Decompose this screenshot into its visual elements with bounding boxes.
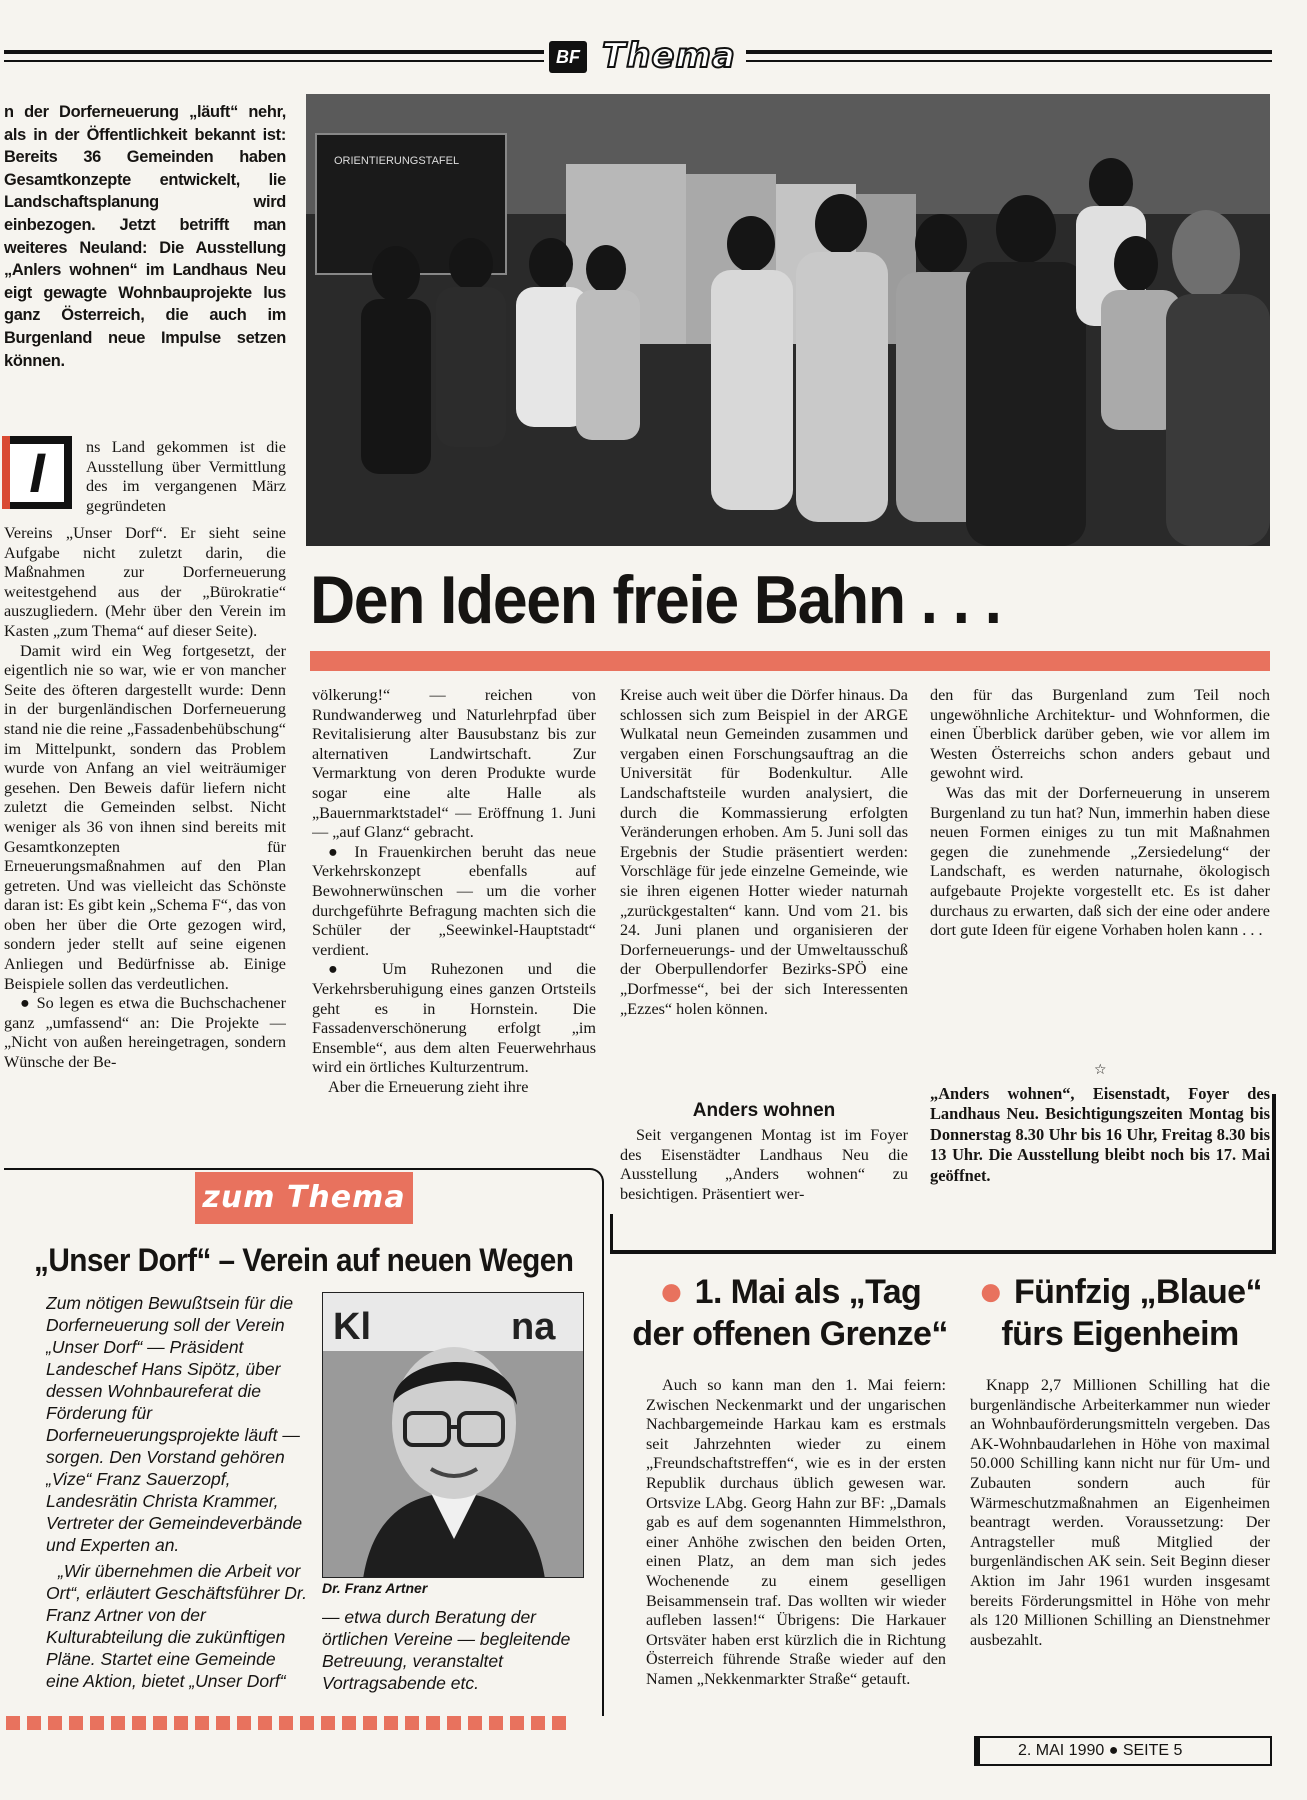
bullet-icon: ●: [20, 994, 37, 1013]
zum-thema-dash-row: [6, 1716, 566, 1730]
col1-paragraph-1a: ns Land gekommen ist die Ausstellung über Vermittlung des im vergangenen März gegründeten: [86, 438, 286, 515]
col2-paragraph-2-text: In Frauenkirchen beruht das neue Verkehrskonzept ebenfalls auf Bewohnerwünschen — um die vorher durchgeführte Befragung machten sich die Schüler der „Seewinkel-Hauptstadt“ verdient.: [312, 842, 596, 959]
portrait-caption: Dr. Franz Artner: [322, 1580, 428, 1596]
portrait-drawing: [323, 1293, 584, 1578]
dropcap-letter: I: [10, 444, 64, 502]
portrait-sign-text-b: na: [511, 1306, 556, 1348]
col3-subhead: Anders wohnen: [692, 1100, 836, 1121]
news-2-text: [970, 1376, 1270, 1716]
article-headline: Den Ideen freie Bahn . . .: [310, 562, 1001, 638]
exhibition-photo: [306, 94, 1270, 546]
zum-thema-paragraph-3: — etwa durch Beratung der örtlichen Vereine — begleitende Betreuung, veranstaltet Vortragsabende etc.: [322, 1607, 571, 1693]
dropcap-accent: [2, 436, 10, 509]
news-1-title-a: 1. Mai als „Tag: [694, 1273, 922, 1311]
news-1-text: [646, 1376, 946, 1756]
news-2-title-b: fürs Eigenheim: [1001, 1315, 1239, 1353]
col2-paragraph-2: [312, 843, 596, 961]
article-column-1: [4, 524, 286, 1184]
col1-paragraph-3-text: So legen es etwa die Buchschachener ganz „umfassend“ an: Die Projekte — „Nicht von außen hereingetragen, sondern Wünsche der Be-: [4, 994, 286, 1072]
col1-paragraph-2: Damit wird ein Weg fortgesetzt, der eigentlich nie so war, wie er von mancher Seite des öfteren dargestellt wurde: Denn in der burgenländischen Dorferneuerung stand nie die reine „Fassadenbehübschung“ im Mittelpunkt, sondern das Problem wurde von Anfang an viel weiträumiger gesehen. Den Beweis dafür liefern nicht zuletzt die Gemeinden selbst. Nicht weniger als 36 von ihnen sind bereits mit Gesamtkonzepten für Erneuerungsmaßnahmen auf den Plan getreten. Und was vielleicht das Schönste daran ist: Es gibt kein „Schema F“, das von oben her über die Orte gezogen wird, sondern jeder stellt auf seine eigenen Anliegen und Bedürfnisse ab. Einige Beispiele sollen das verdeutlichen.: [4, 641, 286, 993]
headline-red-bar: [310, 651, 1270, 671]
col3-paragraph-1: Kreise auch weit über die Dörfer hinaus. Da schlossen sich zum Beispiel in der ARGE Wulkatal neun Gemeinden zusammen und vergaben einen Forschungsauftrag an die Universität für Bodenkultur. Alle Landschaftsteile wurden analysiert, die durch die Kommassierung erfolgten Veränderungen erhoben. Am 5. Juni soll das Ergebnis der Studie präsentiert werden: Vorschläge für jede einzelne Gemeinde, wie sie ihren eigenen Hotter wieder naturnah „zurückgestalten“ kann. Und vom 21. bis 24. Juni planen und organisieren der Dorferneuerungs- und der Umweltausschuß der Oberpullendorfer Bezirks-SPÖ eine „Dorfmesse“, bei der sich Interessenten „Ezzes“ holen können.: [620, 686, 908, 1018]
news-2-headline: [960, 1267, 1280, 1355]
col4-paragraph-1: den für das Burgenland zum Teil noch ungewöhnliche Architektur- und Wohnformen, die einen Überblick darüber geben, wie vor allem im Westen Österreichs schon anders gebaut und gewohnt wird.: [930, 686, 1270, 783]
masthead-section-title: Thema: [592, 34, 746, 78]
zum-thema-label: zum Thema: [195, 1172, 413, 1224]
masthead-rule-right-thin: [740, 60, 1272, 62]
col3-paragraph-2: Seit vergangenen Montag ist im Foyer des Eisenstädter Landhaus Neu die Ausstellung „Anders wohnen“ zu besichtigen. Präsentiert wer-: [620, 1126, 908, 1203]
bullet-icon: ●: [328, 960, 383, 979]
zum-thema-paragraph-1: Zum nötigen Bewußtsein für die Dorferneuerung soll der Verein „Unser Dorf“ — Präsident Landeschef Hans Sipötz, über dessen Wohnbaureferat die Förderung für Dorferneuerungsprojekte läuft — sorgen. Den Vorstand gehören „Vize“ Franz Sauerzopf, Landesrätin Christa Krammer, Vertreter der Gemeindeverbände und Experten an.: [46, 1293, 303, 1555]
masthead-rule-left: [4, 50, 544, 54]
masthead-rule-left-thin: [4, 60, 544, 62]
portrait-sign-text-a: Kl: [333, 1306, 371, 1348]
zum-thema-text-3: [322, 1606, 586, 1702]
star-divider-icon: ☆: [1094, 1062, 1107, 1078]
bullet-dot-icon: ●: [978, 1267, 1014, 1314]
col2-paragraph-1: völkerung!“ — reichen von Rundwanderweg und Naturlehrpfad über Revitalisierung alter Bausubstanz bis zur alternativen Landwirtschaft. Zur Vermarktung von deren Produkte wurde sogar eine alte Halle als „Bauernmarktstadel“ — Eröffnung 1. Juni — „auf Glanz“ gebracht.: [312, 686, 596, 842]
page-footer: 2. MAI 1990 ● SEITE 5: [974, 1736, 1272, 1766]
masthead-badge: BF: [549, 41, 587, 73]
bullet-dot-icon: ●: [658, 1267, 695, 1314]
col1-paragraph-1b: Vereins „Unser Dorf“. Er sieht seine Aufgabe nicht zuletzt darin, die Maßnahmen zur Dorferneuerung weitestgehend aus der „Bürokratie“ auszugliedern. (Mehr über den Verein im Kasten „zum Thema“ auf dieser Seite).: [4, 524, 286, 640]
col2-paragraph-4: Aber die Erneuerung zieht ihre: [328, 1077, 529, 1096]
article-column-4: [930, 686, 1270, 1056]
dropcap-frame: [2, 436, 72, 509]
article-column-3: [620, 686, 908, 1094]
article-frame-bottom: [610, 1250, 1276, 1254]
article-column-1-top: [86, 438, 286, 524]
photo-sign-title: ORIENTIERUNGSTAFEL: [334, 155, 460, 167]
news-1-title-b: der offenen Grenze“: [632, 1315, 948, 1353]
article-lead: n der Dorferneuerung „läuft“ nehr, als in der Öffentlichkeit bekannt ist: Bereits 36 Gemeinden haben Gesamtkonzepte entwickelt, lie Landschaftsplanung wird einbezogen. Jetzt betrifft man weiteres Neuland: Die Ausstellung „Anlers wohnen“ im Landhaus Neu eigt gewagte Wohnbauprojekte lus ganz Österreich, die auch im Burgenland neue Impulse setzen können.: [4, 103, 286, 370]
col2-paragraph-3-text: Um Ruhezonen und die Verkehrsberuhigung eines ganzen Ortsteils geht es in Hornstein. Die Fassadenverschönerung erfolgt „im Ensemble“, aus dem alten Feuerwehrhaus wird ein örtliches Kulturzentrum.: [312, 960, 596, 1077]
col1-paragraph-3: [4, 994, 286, 1072]
news-1-headline: [620, 1267, 960, 1355]
article-column-3-bottom: [620, 1126, 908, 1224]
news-2-title-a: Fünfzig „Blaue“: [1013, 1273, 1262, 1311]
news-2-paragraph: Knapp 2,7 Millionen Schilling hat die burgenländische Arbeiterkammer nun wieder an Wohnbauförderungsmitteln vergeben. Das AK-Wohnbaudarlehen in Höhe von maximal 50.000 Schilling kann nicht nur für Um- und Zubauten sondern auch für Wärmeschutzmaßnahmen an Eigenheimen beantragt werden. Voraussetzung: Der Antragsteller muß Mitglied der burgenländischen AK sein. Seit Beginn dieser Aktion im Jahr 1961 wurden insgesamt bereits Förderungsmittel in Höhe von mehr als 120 Millionen Schilling an Dienstnehmer ausbezahlt.: [970, 1376, 1270, 1649]
article-frame-left: [610, 1214, 613, 1254]
exhibition-info: „Anders wohnen“, Eisenstadt, Foyer des Landhaus Neu. Besichtigungszeiten Montag bis Donnerstag 8.30 Uhr bis 16 Uhr, Freitag 8.30 bis 13 Uhr. Die Ausstellung bleibt noch bis 17. Mai geöffnet.: [930, 1084, 1270, 1185]
masthead-rule-right: [740, 50, 1272, 54]
zum-thema-text-1: [46, 1292, 308, 1560]
portrait-photo: [322, 1292, 584, 1578]
article-frame-right: [1272, 1094, 1276, 1254]
exhibition-photo-drawing: [306, 94, 1270, 546]
zum-thema-text-2: [46, 1560, 308, 1694]
bullet-icon: ●: [328, 842, 355, 861]
col4-paragraph-2: Was das mit der Dorferneuerung in unserem Burgenland zu tun hat? Nun, immerhin haben diese neuen Formen einiges zu tun mit Maßnahmen gegen die zunehmende „Zersiedelung“ der Landschaft, es werden naturnahe, ökologisch aufgebaute Projekte vorgestellt etc. Es ist daher durchaus zu erwarten, daß sich der eine oder andere dort gute Ideen für eigene Vorhaben holen kann . . .: [930, 783, 1270, 940]
news-1-paragraph: Auch so kann man den 1. Mai feiern: Zwischen Neckenmarkt und der ungarischen Nachbargemeinde Harkau kam es erstmals seit Jahrzehnten wieder zu einem „Freundschaftstreffen“, wie es in der ersten Republik durchaus üblich gewesen war. Ortsvize LAbg. Georg Hahn zur BF: „Damals gab es auf dem sogenannten Himmelsthron, einer Anhöhe zwischen den beiden Orten, einen Platz, an dem man sich jedes Wochenende zu einem geselligen Beisammensein traf. Das wollten wir wieder aufleben lassen!“ Übrigens: Die Harkauer Ortsväter haben erst kürzlich die in Richtung Österreich führende Straße wieder auf den Namen „Nekkenmarkter Straße“ getauft.: [646, 1376, 946, 1688]
zum-thema-paragraph-2: „Wir übernehmen die Arbeit vor Ort“, erläutert Geschäftsführer Dr. Franz Artner von der Kulturabteilung die zukünftigen Pläne. Startet eine Gemeinde eine Aktion, bietet „Unser Dorf“: [46, 1561, 307, 1691]
col2-paragraph-3: [312, 960, 596, 1078]
article-column-2: [312, 686, 596, 1156]
zum-thema-title: „Unser Dorf“ – Verein auf neuen Wegen: [34, 1242, 574, 1278]
